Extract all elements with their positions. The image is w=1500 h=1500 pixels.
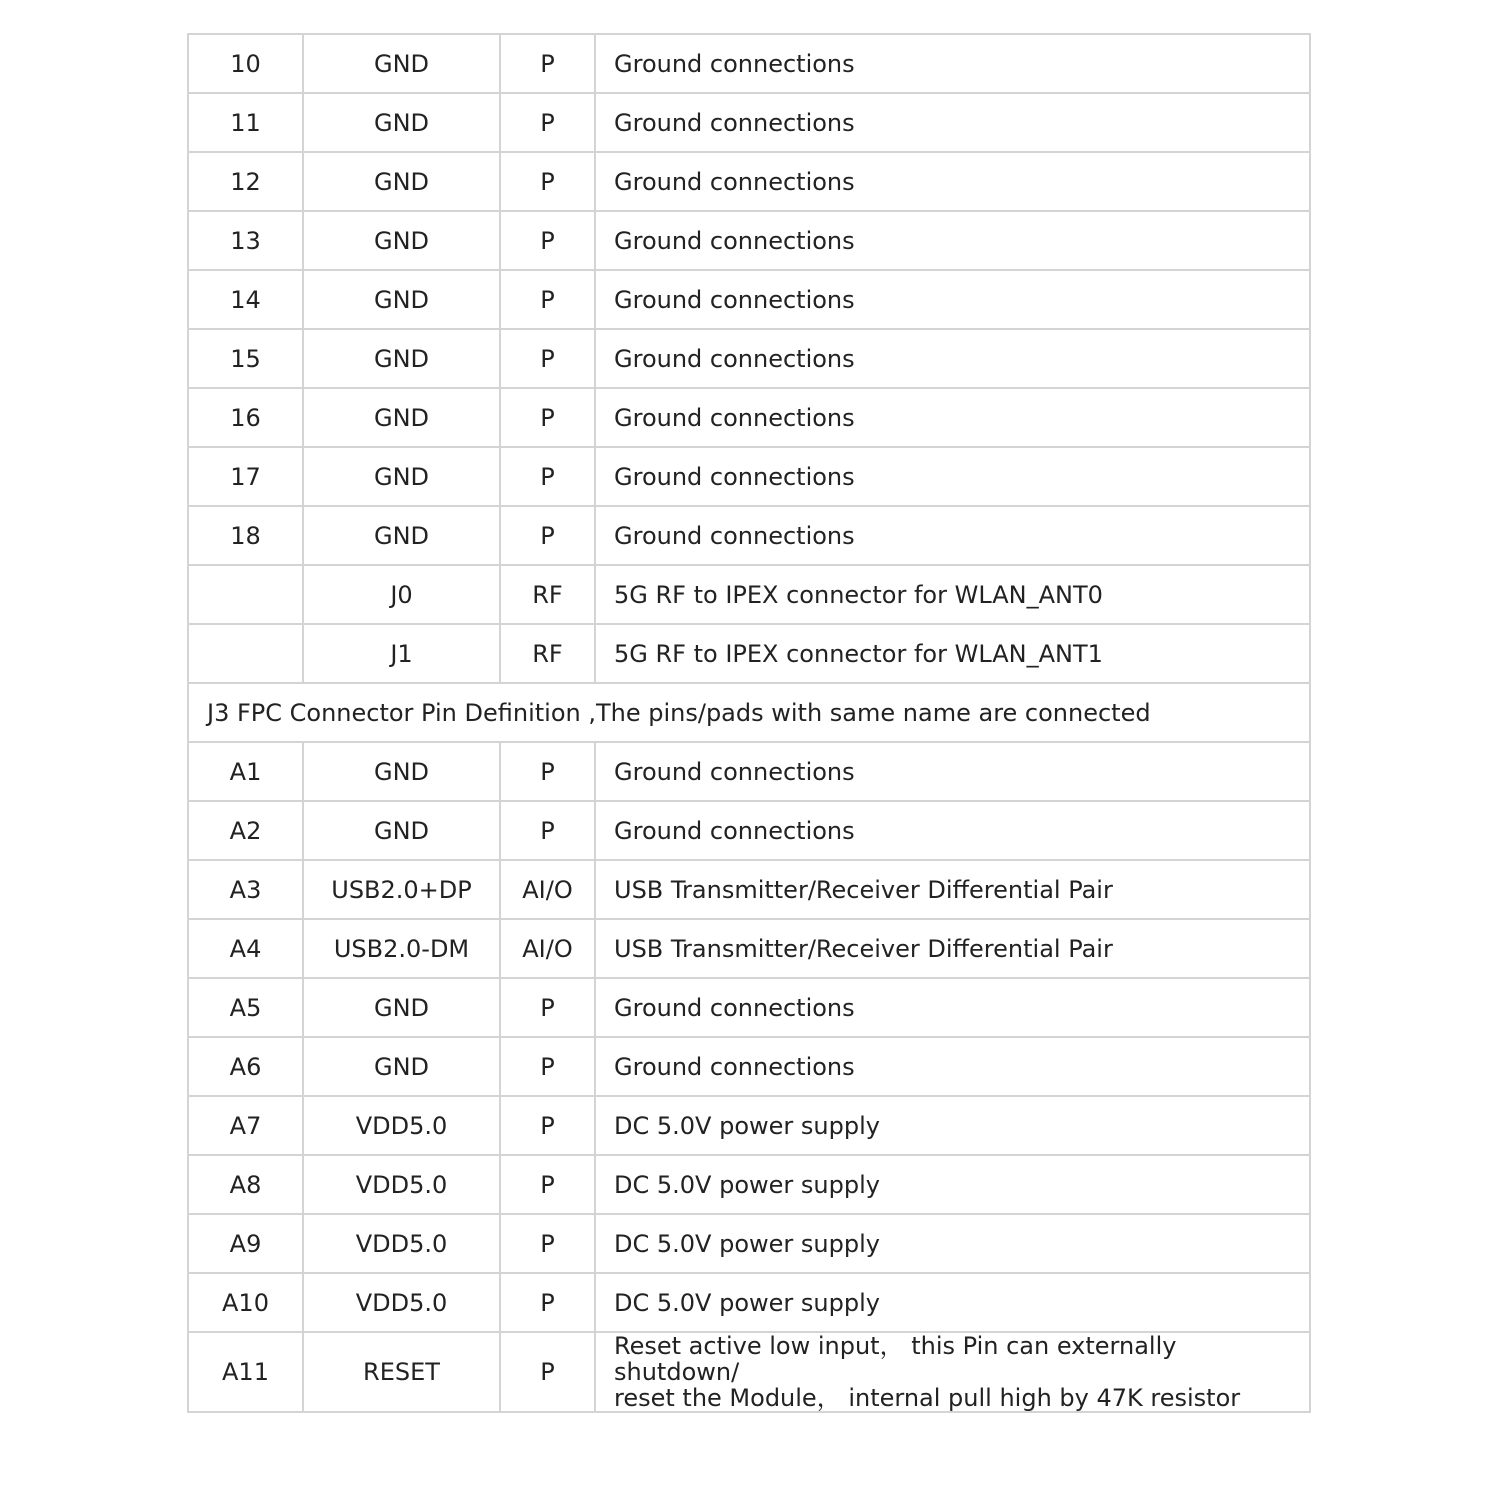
pin-name-cell: VDD5.0 — [303, 1214, 500, 1273]
pin-name-cell: GND — [303, 742, 500, 801]
table-row — [188, 506, 1310, 565]
table-row — [188, 978, 1310, 1037]
table-row — [188, 565, 1310, 624]
pin-type-cell: P — [500, 211, 595, 270]
pin-description-cell: Ground connections — [595, 801, 1310, 860]
pin-name-cell: VDD5.0 — [303, 1273, 500, 1332]
pin-type-cell: RF — [500, 624, 595, 683]
table-row — [188, 1155, 1310, 1214]
pin-type-cell: P — [500, 506, 595, 565]
pin-type-cell: P — [500, 1155, 595, 1214]
pin-type-cell: P — [500, 388, 595, 447]
pin-number-cell: 11 — [188, 93, 303, 152]
pin-number-cell — [188, 565, 303, 624]
pin-name-cell: GND — [303, 801, 500, 860]
pin-type-cell: P — [500, 978, 595, 1037]
pin-description-cell: DC 5.0V power supply — [595, 1155, 1310, 1214]
pin-name-cell: GND — [303, 1037, 500, 1096]
pin-number-cell: 10 — [188, 34, 303, 93]
pin-description-cell: USB Transmitter/Receiver Differential Pair — [595, 919, 1310, 978]
pin-definition-table — [187, 33, 1311, 1413]
pin-name-cell: VDD5.0 — [303, 1155, 500, 1214]
pin-number-cell: A3 — [188, 860, 303, 919]
pin-description-cell: Ground connections — [595, 211, 1310, 270]
pin-description-line: Reset active low input， this Pin can externally shutdown/ — [614, 1332, 1177, 1386]
pin-name-cell: USB2.0-DM — [303, 919, 500, 978]
pin-table-body — [188, 34, 1310, 1412]
pin-description-cell: 5G RF to IPEX connector for WLAN_ANT0 — [595, 565, 1310, 624]
table-row — [188, 329, 1310, 388]
pin-type-cell: P — [500, 93, 595, 152]
pin-description-cell: 5G RF to IPEX connector for WLAN_ANT1 — [595, 624, 1310, 683]
pin-type-cell: P — [500, 152, 595, 211]
table-row — [188, 624, 1310, 683]
table-row — [188, 93, 1310, 152]
table-row — [188, 1332, 1310, 1412]
pin-description-cell: Ground connections — [595, 270, 1310, 329]
pin-description-cell: USB Transmitter/Receiver Differential Pair — [595, 860, 1310, 919]
pin-name-cell: GND — [303, 329, 500, 388]
pin-name-cell: GND — [303, 270, 500, 329]
section-row — [188, 683, 1310, 742]
pin-type-cell: P — [500, 34, 595, 93]
pin-number-cell: 18 — [188, 506, 303, 565]
table-row — [188, 152, 1310, 211]
pin-number-cell: A11 — [188, 1332, 303, 1412]
pin-type-cell: P — [500, 742, 595, 801]
table-row — [188, 1214, 1310, 1273]
pin-name-cell: GND — [303, 34, 500, 93]
table-row — [188, 860, 1310, 919]
pin-type-cell: P — [500, 1214, 595, 1273]
pin-name-cell: VDD5.0 — [303, 1096, 500, 1155]
pin-number-cell: 16 — [188, 388, 303, 447]
pin-number-cell: A6 — [188, 1037, 303, 1096]
pin-type-cell: P — [500, 447, 595, 506]
pin-number-cell: 14 — [188, 270, 303, 329]
pin-type-cell: AI/O — [500, 919, 595, 978]
table-row — [188, 1037, 1310, 1096]
pin-name-cell: GND — [303, 152, 500, 211]
pin-number-cell: A8 — [188, 1155, 303, 1214]
table-row — [188, 447, 1310, 506]
table-row — [188, 801, 1310, 860]
table-row — [188, 211, 1310, 270]
pin-number-cell: A2 — [188, 801, 303, 860]
pin-number-cell: 17 — [188, 447, 303, 506]
pin-type-cell: P — [500, 801, 595, 860]
table-row — [188, 919, 1310, 978]
pin-number-cell: A4 — [188, 919, 303, 978]
pin-name-cell: GND — [303, 978, 500, 1037]
section-title: J3 FPC Connector Pin Definition ,The pins/pads with same name are connected — [188, 683, 1310, 742]
pin-description-cell: Ground connections — [595, 329, 1310, 388]
pin-number-cell — [188, 624, 303, 683]
pin-name-cell: GND — [303, 447, 500, 506]
pin-description-cell: DC 5.0V power supply — [595, 1273, 1310, 1332]
table-row — [188, 270, 1310, 329]
pin-number-cell: A10 — [188, 1273, 303, 1332]
pin-description-cell: Ground connections — [595, 447, 1310, 506]
pin-type-cell: RF — [500, 565, 595, 624]
pin-type-cell: AI/O — [500, 860, 595, 919]
pin-description-line: reset the Module， internal pull high by 47K resistor — [614, 1384, 1241, 1412]
pin-number-cell: 15 — [188, 329, 303, 388]
pin-type-cell: P — [500, 1273, 595, 1332]
pin-description-cell: Ground connections — [595, 506, 1310, 565]
pin-description-cell: DC 5.0V power supply — [595, 1214, 1310, 1273]
table-row — [188, 742, 1310, 801]
pin-name-cell: GND — [303, 93, 500, 152]
pin-description-cell: Ground connections — [595, 742, 1310, 801]
pin-description-cell — [595, 1332, 1310, 1412]
pin-type-cell: P — [500, 1096, 595, 1155]
pin-name-cell: GND — [303, 506, 500, 565]
pin-description-cell: Ground connections — [595, 152, 1310, 211]
pin-type-cell: P — [500, 329, 595, 388]
table-row — [188, 1096, 1310, 1155]
table-row — [188, 1273, 1310, 1332]
pin-name-cell: J1 — [303, 624, 500, 683]
pin-name-cell: USB2.0+DP — [303, 860, 500, 919]
pin-description-cell: Ground connections — [595, 34, 1310, 93]
pin-description-cell: Ground connections — [595, 978, 1310, 1037]
pin-number-cell: A9 — [188, 1214, 303, 1273]
pin-name-cell: J0 — [303, 565, 500, 624]
pin-name-cell: GND — [303, 388, 500, 447]
pin-name-cell: GND — [303, 211, 500, 270]
pin-number-cell: 12 — [188, 152, 303, 211]
pin-number-cell: A1 — [188, 742, 303, 801]
pin-type-cell: P — [500, 1332, 595, 1412]
pin-number-cell: A7 — [188, 1096, 303, 1155]
pin-description-cell: Ground connections — [595, 388, 1310, 447]
pin-number-cell: A5 — [188, 978, 303, 1037]
pin-description-cell: DC 5.0V power supply — [595, 1096, 1310, 1155]
pin-type-cell: P — [500, 270, 595, 329]
table-row — [188, 388, 1310, 447]
pin-number-cell: 13 — [188, 211, 303, 270]
pin-type-cell: P — [500, 1037, 595, 1096]
table-row — [188, 34, 1310, 93]
pin-description-cell: Ground connections — [595, 93, 1310, 152]
pin-name-cell: RESET — [303, 1332, 500, 1412]
pin-description-cell: Ground connections — [595, 1037, 1310, 1096]
